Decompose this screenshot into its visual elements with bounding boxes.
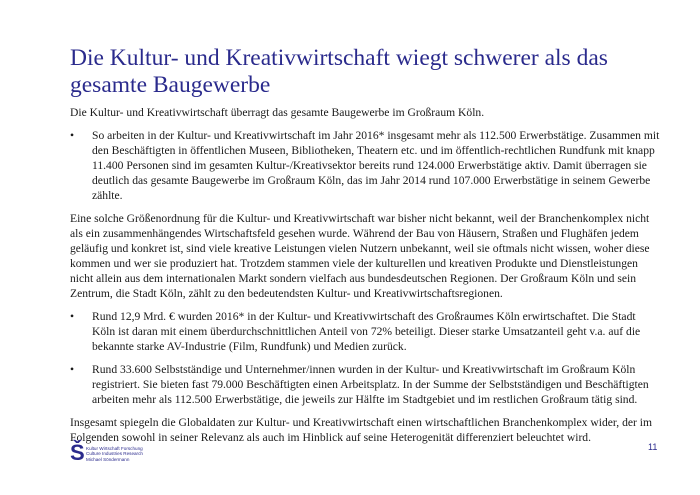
logo-line-2: Culture Industries Research	[86, 451, 143, 457]
page-number: 11	[648, 442, 658, 452]
bullet-marker: •	[70, 310, 75, 323]
bullet-item-1	[70, 128, 660, 203]
paragraph-2: Insgesamt spiegeln die Globaldaten zur Kultur- und Kreativwirtschaft einen wirtschaftlichen Branchenkomplex wider, der im Folgenden sowohl in seiner Relevanz als auch im Hinblick auf seine Heterogenität differenziert beleuchtet wird.	[70, 416, 653, 444]
logo-line-1: Kultur Wirtschaft Forschung	[86, 446, 143, 451]
slide-title: Die Kultur- und Kreativwirtschaft wiegt schwerer als das gesamte Baugewerbe	[70, 45, 608, 98]
logo-mark-icon: Š	[70, 440, 85, 465]
slide-subtitle: Die Kultur- und Kreativwirtschaft überragt das gesamte Baugewerbe im Großraum Köln.	[70, 106, 485, 119]
bullet-text: Rund 33.600 Selbstständige und Unternehmer/innen wurden in der Kultur- und Kreativwirtschaft im Großraum Köln registriert. Sie bieten fast 79.000 Beschäftigten einen Arbeitsplatz. In der Summe der Selbstständigen und Beschäftigten arbeiten mehr als 112.500 Erwerbstätige, die jeweils zur Hälfte im Stadtgebiet und im restlichen Großraum tätig sind.	[92, 363, 649, 406]
logo-line-3: Michael Söndermann	[86, 456, 130, 462]
bullet-text: Rund 12,9 Mrd. € wurden 2016* in der Kultur- und Kreativwirtschaft des Großraumes Köln erwirtschaftet. Die Stadt Köln ist daran mit einem überdurchschnittlichen Anteil von 72% beteiligt. Dieser starke Umsatzanteil geht v.a. auf die bekannte starke AV-Industrie (Film, Rundfunk) und Medien zurück.	[92, 310, 641, 353]
bullet-item-3	[70, 362, 660, 407]
bullet-text: So arbeiten in der Kultur- und Kreativwirtschaft im Jahr 2016* insgesamt mehr als 112.500 Erwerbstätige. Zusammen mit den Beschäftigten in öffentlichen Museen, Bibliotheken, Theatern etc. und im öffentlich-rechtlichen Rundfunk mit knapp 11.400 Personen sind im gesamten Kultur-/Kreativsektor bereits rund 124.000 Erwerbstätige aktiv. Damit überragen sie deutlich das gesamte Baugewerbe im Großraum Köln, das im Jahr 2014 rund 107.000 Erwerbstätige in seinem Gewerbe zählte.	[92, 129, 660, 202]
logo-text	[86, 446, 196, 462]
bullet-marker: •	[70, 129, 75, 142]
paragraph-1: Eine solche Größenordnung für die Kultur- und Kreativwirtschaft war bisher nicht bekannt, weil der Branchenkomplex nicht als ein zusammenhängendes Wirtschaftsfeld gesehen wurde. Während der Bau von Häusern, Straßen und Flughäfen jedem geläufig und konkret ist, sind viele kreative Leistungen vielen Nutzern unbekannt, weil sie oftmals nicht wissen, woher diese kommen und wer sie produziert hat. Trotzdem stammen viele der kulturellen und kreativen Produkte und Dienstleistungen nicht allein aus dem internationalen Markt sondern vielfach aus bundesdeutschen Regionen. Der Großraum Köln und sein Zentrum, die Stadt Köln, zählt zu den bedeutendsten Kultur- und Kreativwirtschaftsregionen.	[70, 212, 650, 300]
bullet-item-2	[70, 309, 660, 354]
slide-body	[70, 128, 660, 453]
footer-logo	[70, 440, 190, 466]
bullet-marker: •	[70, 363, 75, 376]
